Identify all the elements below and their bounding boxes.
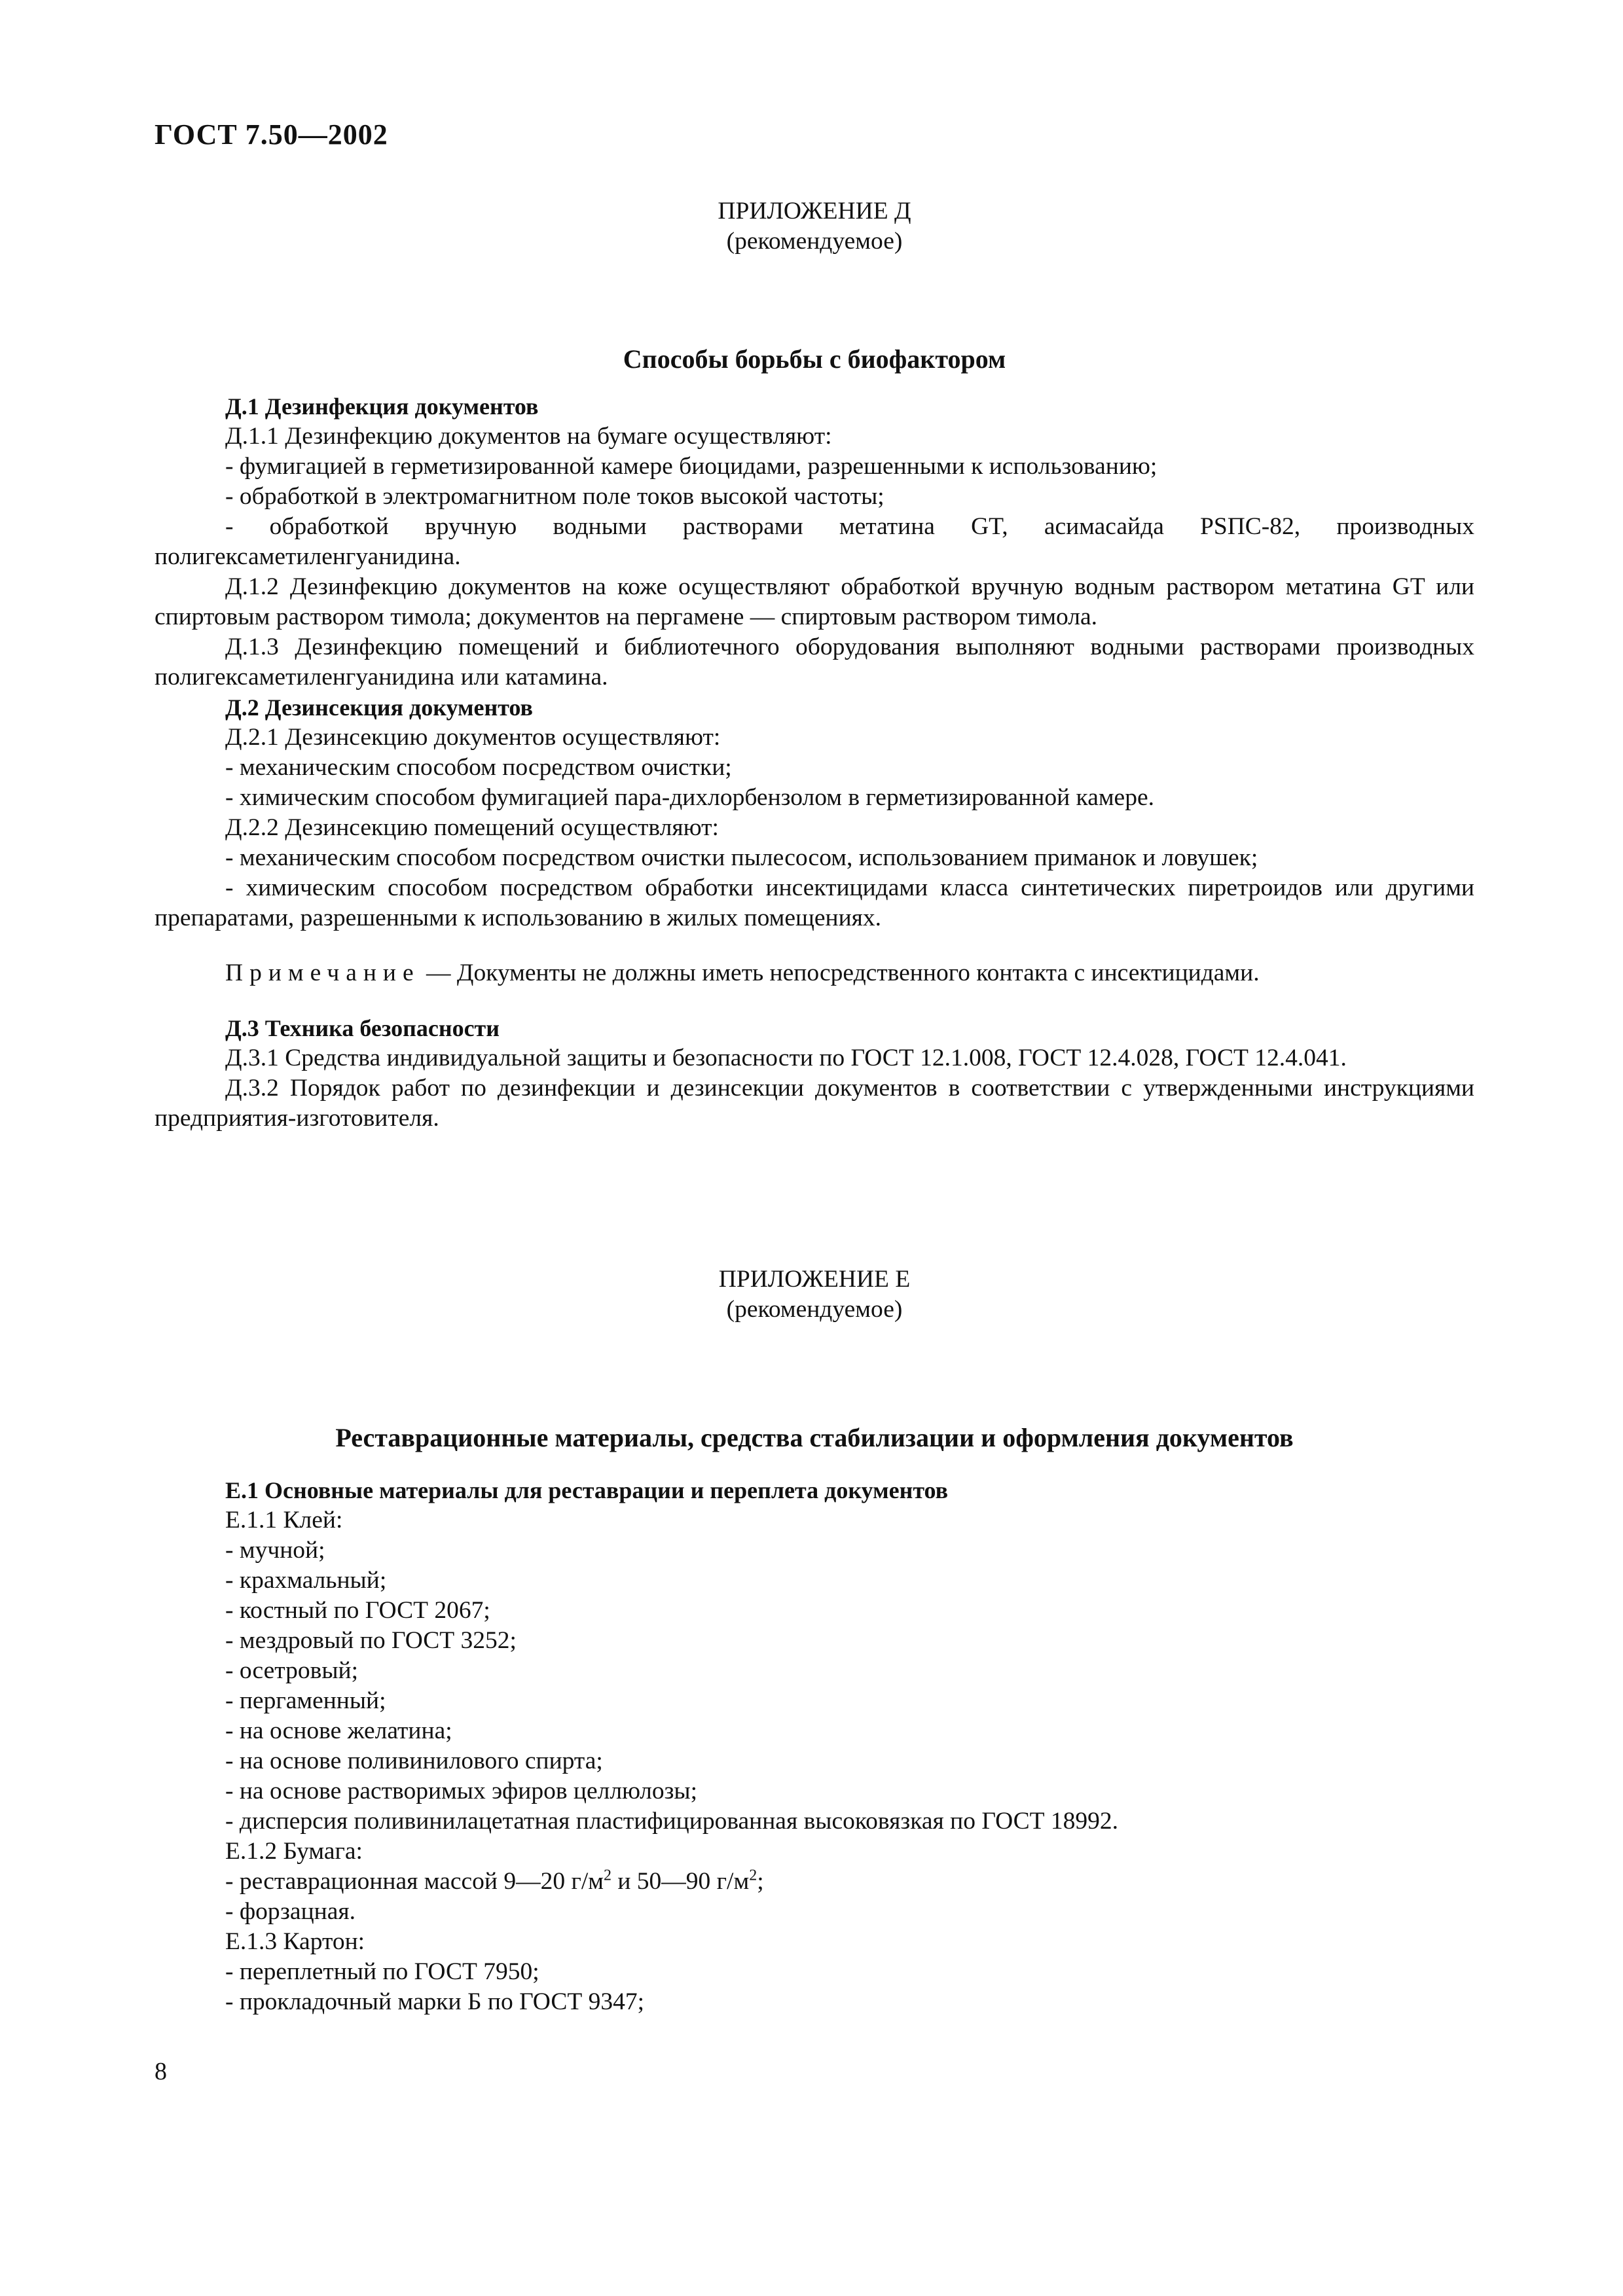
list-item: - фумигацией в герметизированной камере биоцидами, разрешенными к использованию;	[225, 453, 1158, 480]
d3-2-paragraph: Д.3.2 Порядок работ по дезинфекции и дезинсекции документов в соответствии с утвержденными инструкциями предприятия-изготовителя.	[155, 1075, 1474, 1132]
appendix-d-section-title: Способы борьбы с биофактором	[623, 344, 1006, 374]
d1-3-paragraph: Д.1.3 Дезинфекцию помещений и библиотечного оборудования выполняют водными растворами производных полигексаметиленгуанидина или катамина.	[155, 634, 1474, 691]
list-item: - на основе растворимых эфиров целлюлозы;	[225, 1778, 698, 1804]
appendix-d-title: ПРИЛОЖЕНИЕ Д	[718, 198, 911, 224]
appendix-e-subtitle: (рекомендуемое)	[726, 1296, 903, 1323]
note	[155, 958, 1474, 988]
note-text: — Документы не должны иметь непосредственного контакта с инсектицидами.	[420, 960, 1260, 986]
d1-2-paragraph: Д.1.2 Дезинфекцию документов на коже осуществляют обработкой вручную водным раствором метатина GT или спиртовым раствором тимола; документов на пергамене — спиртовым раствором тимола.	[155, 573, 1474, 630]
item-text: и 50—90 г/м	[611, 1868, 750, 1895]
list-item: - пергаменный;	[225, 1687, 386, 1714]
list-item: - обработкой в электромагнитном поле токов высокой частоты;	[225, 483, 884, 510]
superscript: 2	[603, 1867, 611, 1884]
e1-1-paragraph: Е.1.1 Клей:	[225, 1507, 343, 1534]
d1-1-paragraph: Д.1.1 Дезинфекцию документов на бумаге осуществляют:	[225, 423, 832, 450]
appendix-e-title: ПРИЛОЖЕНИЕ Е	[718, 1266, 911, 1293]
list-item: - на основе желатина;	[225, 1717, 452, 1744]
item-text: - реставрационная массой 9—20 г/м	[225, 1868, 604, 1895]
list-item: - осетровый;	[225, 1657, 359, 1684]
appendix-e-section-title: Реставрационные материалы, средства стабилизации и оформления документов	[335, 1423, 1294, 1452]
list-item: - крахмальный;	[225, 1567, 387, 1594]
document-code-header: ГОСТ 7.50—2002	[155, 118, 388, 151]
list-item: - мучной;	[225, 1537, 325, 1564]
page-content	[155, 196, 1474, 2017]
page-number: 8	[155, 2058, 167, 2085]
note-label: Примечание	[225, 960, 420, 986]
superscript: 2	[749, 1867, 757, 1884]
list-item: - прокладочный марки Б по ГОСТ 9347;	[225, 1988, 645, 2015]
list-item: - мездровый по ГОСТ 3252;	[225, 1627, 517, 1654]
d3-1-paragraph: Д.3.1 Средства индивидуальной защиты и безопасности по ГОСТ 12.1.008, ГОСТ 12.4.028, ГОСТ 12.4.041.	[225, 1045, 1347, 1071]
list-item: - химическим способом посредством обработки инсектицидами класса синтетических пиретроидов или другими препаратами, разрешенными к использованию в жилых помещениях.	[155, 874, 1474, 931]
d2-1-paragraph: Д.2.1 Дезинсекцию документов осуществляют:	[225, 724, 721, 751]
list-item: - костный по ГОСТ 2067;	[225, 1597, 490, 1624]
d2-heading: Д.2 Дезинсекция документов	[225, 694, 533, 721]
e1-3-paragraph: Е.1.3 Картон:	[225, 1928, 365, 1955]
list-item: - на основе поливинилового спирта;	[225, 1748, 603, 1774]
list-item: - механическим способом посредством очистки;	[225, 754, 732, 781]
list-item: - обработкой вручную водными растворами метатина GT, асимасайда PSПС-82, производных полигексаметиленгуанидина.	[155, 513, 1474, 570]
list-item: - механическим способом посредством очистки пылесосом, использованием приманок и ловушек;	[225, 844, 1258, 871]
list-item: - дисперсия поливинилацетатная пластифицированная высоковязкая по ГОСТ 18992.	[225, 1808, 1119, 1835]
d2-2-paragraph: Д.2.2 Дезинсекцию помещений осуществляют:	[225, 814, 719, 841]
d3-heading: Д.3 Техника безопасности	[225, 1015, 500, 1041]
list-item: - форзацная.	[225, 1898, 356, 1925]
item-text: ;	[757, 1868, 764, 1895]
appendix-d-subtitle: (рекомендуемое)	[726, 228, 903, 255]
d1-heading: Д.1 Дезинфекция документов	[225, 393, 539, 420]
list-item: - переплетный по ГОСТ 7950;	[225, 1958, 539, 1985]
list-item: - химическим способом фумигацией пара-дихлорбензолом в герметизированной камере.	[225, 784, 1154, 811]
list-item	[155, 1867, 1474, 1897]
e1-heading: Е.1 Основные материалы для реставрации и переплета документов	[225, 1477, 949, 1503]
e1-2-paragraph: Е.1.2 Бумага:	[225, 1838, 363, 1865]
